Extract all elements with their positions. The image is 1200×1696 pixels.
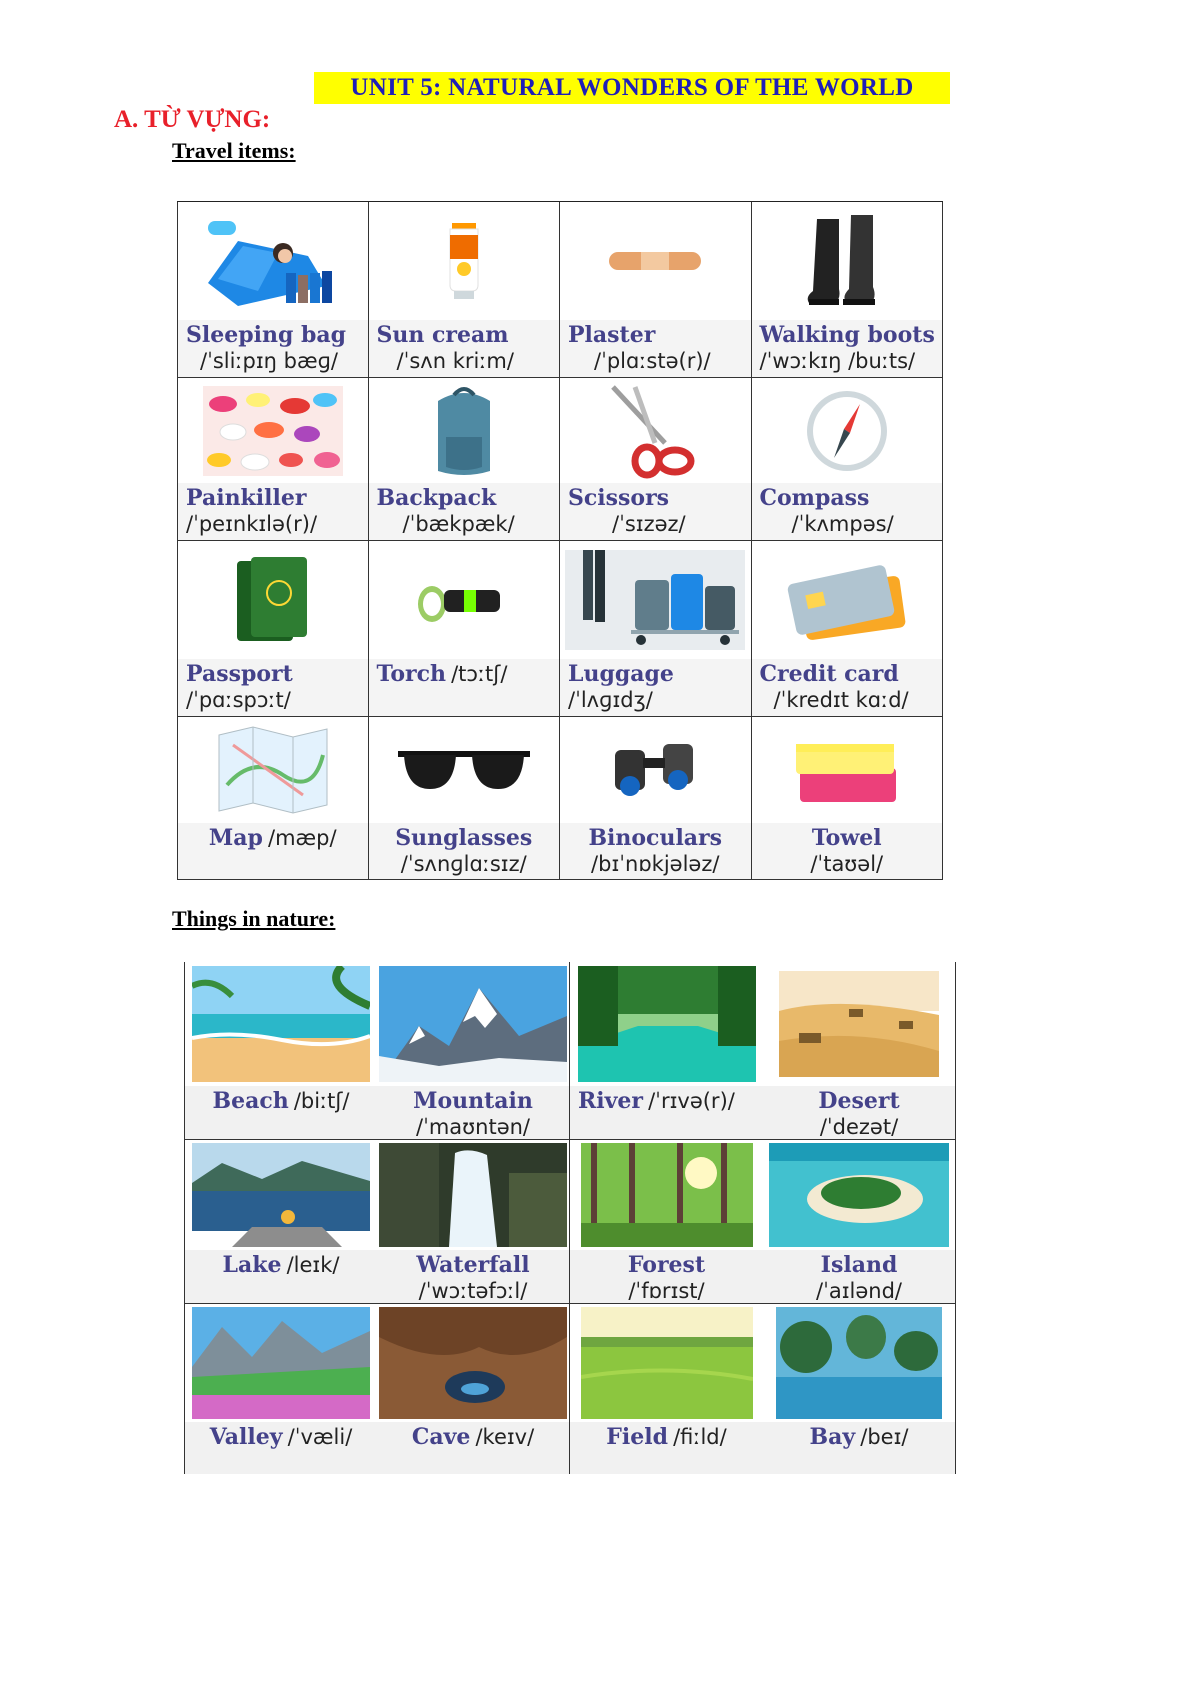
scissors-icon: [560, 378, 752, 483]
nature-item-label: Island /ˈaɪlənd/: [763, 1250, 956, 1304]
bay-photo: [763, 1304, 956, 1422]
field-photo: [570, 1304, 763, 1422]
torch-icon: [369, 541, 561, 659]
sunglasses-icon: [369, 717, 561, 823]
island-photo: [763, 1140, 956, 1250]
mountain-photo: [377, 962, 570, 1086]
waterfall-photo: [377, 1140, 570, 1250]
things-in-nature-heading: Things in nature:: [172, 906, 336, 931]
beach-photo: [184, 962, 377, 1086]
travel-item-label: Passport /ˈpɑːspɔːt/: [177, 659, 369, 717]
nature-item-label: Beach /biːtʃ/: [184, 1086, 377, 1140]
section-heading: A. TỪ VỰNG:: [114, 106, 271, 133]
credit-card-icon: [752, 541, 944, 659]
travel-item-label: Binoculars /bɪˈnɒkjələz/: [560, 823, 752, 880]
nature-item-label: Desert /ˈdezət/: [763, 1086, 956, 1140]
nature-item-label: Lake /leɪk/: [184, 1250, 377, 1304]
backpack-icon: [369, 378, 561, 483]
travel-items-table: [177, 201, 943, 880]
nature-item-label: Mountain /ˈmaʊntən/: [377, 1086, 570, 1140]
plaster-icon: [560, 202, 752, 320]
travel-item-label: Towel /ˈtaʊəl/: [752, 823, 944, 880]
nature-item-label: Forest /ˈfɒrɪst/: [570, 1250, 763, 1304]
binoculars-icon: [560, 717, 752, 823]
travel-item-label: Scissors /ˈsɪzəz/: [560, 483, 752, 541]
travel-item-label: Torch /tɔːtʃ/: [369, 659, 561, 717]
travel-item-label: Sunglasses /ˈsʌnɡlɑːsɪz/: [369, 823, 561, 880]
nature-item-label: Bay /beɪ/: [763, 1422, 956, 1474]
lake-photo: [184, 1140, 377, 1250]
towel-icon: [752, 717, 944, 823]
desert-photo: [763, 962, 956, 1086]
nature-item-label: Valley /ˈvæli/: [184, 1422, 377, 1474]
sun-cream-icon: [369, 202, 561, 320]
nature-item-label: Field /fiːld/: [570, 1422, 763, 1474]
river-photo: [570, 962, 763, 1086]
page-title: UNIT 5: NATURAL WONDERS OF THE WORLD: [314, 72, 950, 104]
travel-items-heading: Travel items:: [172, 138, 296, 163]
travel-item-label: Painkiller /ˈpeɪnkɪlə(r)/: [177, 483, 369, 541]
passport-icon: [177, 541, 369, 659]
travel-item-label: Sun cream /ˈsʌn kriːm/: [369, 320, 561, 378]
travel-item-label: Walking boots /ˈwɔːkɪŋ /buːts/: [752, 320, 944, 378]
travel-item-label: Sleeping bag /ˈsliːpɪŋ bæɡ/: [177, 320, 369, 378]
map-icon: [177, 717, 369, 823]
travel-item-label: Backpack /ˈbækpæk/: [369, 483, 561, 541]
travel-item-label: Luggage /ˈlʌɡɪdʒ/: [560, 659, 752, 717]
walking-boots-icon: [752, 202, 944, 320]
luggage-icon: [560, 541, 752, 659]
travel-item-label: Credit card /ˈkredɪt kɑːd/: [752, 659, 944, 717]
nature-items-table: [184, 962, 956, 1474]
nature-item-label: River /ˈrɪvə(r)/: [570, 1086, 763, 1140]
valley-photo: [184, 1304, 377, 1422]
travel-item-label: Map /mæp/: [177, 823, 369, 880]
forest-photo: [570, 1140, 763, 1250]
compass-icon: [752, 378, 944, 483]
travel-item-label: Compass /ˈkʌmpəs/: [752, 483, 944, 541]
cave-photo: [377, 1304, 570, 1422]
sleeping-bag-icon: [177, 202, 369, 320]
nature-item-label: Waterfall /ˈwɔːtəfɔːl/: [377, 1250, 570, 1304]
nature-item-label: Cave /keɪv/: [377, 1422, 570, 1474]
pills-icon: [177, 378, 369, 483]
travel-item-label: Plaster /ˈplɑːstə(r)/: [560, 320, 752, 378]
